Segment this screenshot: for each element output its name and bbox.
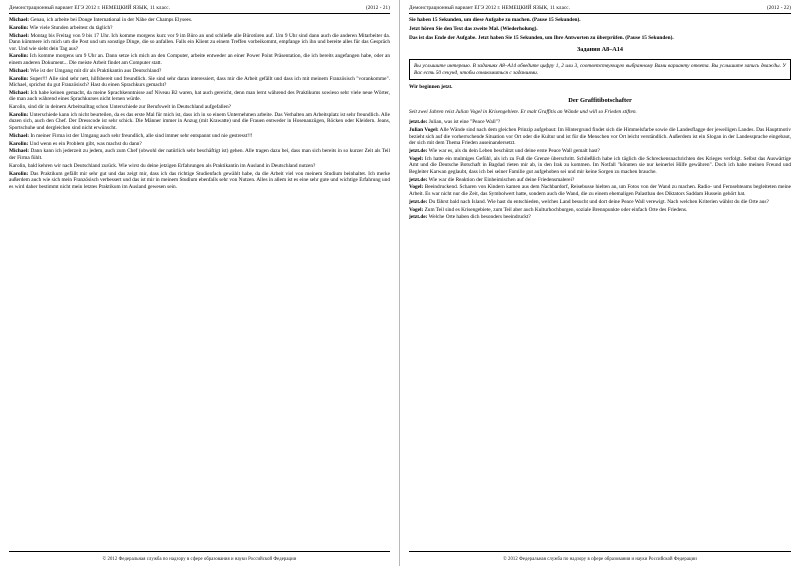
story-title: Der Graffitibotschafter — [568, 96, 632, 104]
speech-text: Ich habe keinen gemacht, da meine Sprachkenntnisse auf Niveau B2 waren, hat auch gereicht, denn man lernt während des Praktikums sowieso sehr viele neue Wörter, die man auch während eines Sprachkurses nicht lernen würde. — [9, 89, 390, 103]
speaker-label: Michael: — [9, 132, 30, 139]
instruction-line: Das ist das Ende der Aufgabe. Jetzt haben Sie 15 Sekunden, um Ihre Antworten zu überprüfen. (Pause 15 Sekunden). — [409, 34, 674, 41]
speaker-label: Michael: — [9, 17, 30, 23]
footer-divider — [9, 551, 390, 552]
dialogue-line — [409, 119, 791, 125]
speech-text: Ich komme morgens um 9 Uhr an. Dann setze ich mich an den Computer, arbeite entweder an einer Power Point Präsentation, die ich bereits angefangen habe, oder an einem anderen Dokument... Die meiste Arbeit findet am Computer statt. — [9, 53, 390, 66]
speaker-label: jetzt.de: — [409, 119, 428, 126]
speaker-label: Karolin: — [9, 112, 29, 119]
speech-text: Wie viele Stunden arbeitest du täglich? — [29, 24, 113, 31]
speaker-label: jetzt.de: — [409, 148, 428, 154]
dialogue-line — [9, 53, 390, 66]
dialogue-line — [9, 76, 390, 89]
page-content-right — [409, 17, 791, 566]
page-footer-right — [400, 557, 800, 562]
speech-text: Wie ist der Umgang mit dir als Praktikantin aus Deutschland? — [30, 67, 162, 74]
page-footer-left — [0, 557, 399, 562]
dialogue-line — [9, 17, 390, 23]
dialogue-line — [9, 112, 390, 131]
dialogue-line — [409, 148, 791, 154]
dialogue-line — [9, 25, 390, 31]
footer-divider — [409, 551, 791, 552]
speech-text: Wie war die Reaktion der Einheimischen auf deine Friedensmalerei? — [428, 176, 575, 183]
instruction-line: Jetzt hören Sie den Text das zweite Mal. (Wiederholung). — [409, 25, 538, 32]
speech-text: Zum Teil sind es Krisengebiete, zum Teil aber auch Kulturhochburgen, soziale Brennpunkte oder einfach Orte des Friedens. — [424, 206, 688, 213]
dialogue-line — [9, 33, 390, 52]
speech-text: In meiner Firma ist der Umgang auch sehr freundlich, alle sind immer sehr entspannt und nie gestresst!!! — [30, 132, 253, 139]
paragraph: Karolin, bald kehren wir nach Deutschland zurück. Wie wirst du deine jetzigen Erfahrungen als Praktikantin im Ausland in Deutschland nutzen? — [9, 162, 316, 169]
footer-copyright: © 2012 Федеральная служба по надзору в сфере образования и науки Российской Федерации — [503, 557, 697, 562]
speech-text: Ich hatte ein mulmiges Gefühl, als ich zu Fuß die Grenze überschritt. Schließlich habe ich täglich die Schreckensnachrichten des Krieges verfolgt. Selbst das Auswärtige Amt und die Deutsche Botschaft in Bagdad rieten mir ab, in den Irak zu kommen. Im Notfall "könnten sie nur keinerlei Hilfe gewähren". Doch ich habe meinen Freund und Begleiter Karwan geglaubt, dass ich bei seiner Familie gut aufgehoben sei und mir keine Sorgen zu machen brauche. — [409, 155, 791, 175]
dialogue-line — [9, 148, 390, 161]
task-heading: Задания A8–A14 — [577, 46, 623, 54]
dialogue-line — [409, 199, 791, 205]
story-subtitle: Seit zwei Jahren reist Julian Vogel in Krisengebiete. Er malt Graffitis an Wände und will so Frieden stiften. — [409, 108, 637, 115]
begin-line: Wir beginnen jetzt. — [409, 84, 453, 91]
speaker-label: jetzt.de: — [409, 176, 428, 183]
speech-text: Wie war es, als du dein Leben beschützt und deine erste Peace Wall gemalt hast? — [428, 148, 600, 154]
speech-text: Das Praktikum gefällt mir sehr gut und das zeigt mir, dass ich das richtige Studienfach gewählt habe, da die Arbeit viel von meinem Studium beinhaltet. Ich merke außerdem auch wie sich mein Französisch verbessert und das ist mir in meinem Studium ebenfalls sehr von Nutzen. Alles in allem ist es eine sehr gute und wichtige Erfahrung und es wird daher bestimmt nicht mein letztes Praktikum im Ausland gewesen sein. — [9, 170, 390, 190]
speaker-label: Michael: — [9, 67, 30, 74]
speech-text: Alle Wände sind nach dem gleichen Prinzip aufgebaut: Im Hintergrund findet sich die Himmelsfarbe sowie die Landesflagge der jeweiligen Landes. Das Hauptmotiv bezieht sich auf die vorherrschende Situation vor Ort oder die Kultur und ist für die Menschen vor Ort leicht verständlich. Außerdem ist ein Slogan in der Landessprache eingebaut, der sich mit dem Thema Frieden auseinandersetzt. — [409, 127, 791, 147]
speaker-label: Michael: — [9, 32, 30, 39]
page-right — [400, 0, 800, 566]
page-content-left — [9, 17, 390, 566]
speech-text: Welche Orte haben dich besonders beeindruckt? — [428, 214, 531, 221]
speech-text: Du fährst bald nach Island. Wie hast du entschieden, welches Land besucht und dort deine Peace Wall verewigt. Nach welchen Kriterien wählst du die Orte aus? — [428, 198, 769, 205]
header-title: Демонстрационный вариант ЕГЭ 2012 г. НЕМЕЦКИЙ ЯЗЫК, 11 класс. — [9, 5, 171, 11]
speaker-label: Karolin: — [9, 170, 29, 177]
dialogue-line — [9, 141, 390, 147]
speaker-label: jetzt.de: — [409, 214, 428, 221]
paragraph: Karolin, sind dir in deinem Arbeitsalltag schon Unterschiede zur Berufswelt in Deutschland aufgefallen? — [9, 104, 231, 111]
dialogue-line — [9, 90, 390, 103]
speaker-label: Vogel: — [409, 155, 424, 162]
page-header-left — [9, 5, 390, 14]
speech-text: Julian, was ist eine "Peace Wall"? — [428, 119, 501, 126]
speaker-label: Julian Vogel: — [409, 127, 439, 134]
footer-copyright: © 2012 Федеральная служба по надзору в сфере образования и науки Российской Федерации — [102, 557, 297, 562]
speaker-label: Karolin: — [9, 24, 29, 31]
speaker-label: Vogel: — [409, 206, 424, 213]
speech-text: Und wenn es ein Problem gibt, was machst du dann? — [29, 140, 142, 147]
speaker-label: Michael: — [9, 148, 30, 155]
instruction-line: Sie haben 15 Sekunden, um diese Aufgabe zu machen. (Pause 15 Sekunden). — [409, 17, 581, 23]
page-header-right — [409, 5, 791, 14]
speaker-label: Michael: — [9, 89, 30, 96]
speaker-label: jetzt.de: — [409, 198, 428, 205]
dialogue-line — [9, 171, 390, 190]
dialogue-line — [409, 127, 791, 146]
boxed-instruction: Вы услышите интервью. В заданиях A8–A14 обведите цифру 1, 2 или 3, соответствующую выбранному Вами варианту ответа. Вы услышите запись дважды. У Вас есть 50 секунд, чтобы ознакомиться с заданиями. — [409, 59, 791, 81]
speaker-label: Karolin: — [9, 140, 29, 147]
header-page-number: (2012 - 22) — [766, 5, 791, 11]
speaker-label: Karolin: — [9, 75, 29, 82]
speech-text: Beeindruckend. Scharen von Kindern kamen aus dem Nachbardorf, Reisebusse hielten an, um Fotos von der Wand zu machen. Radio- und Fernsehteams begleiteten meine Arbeit. Es war nicht nur die Zeit, das Symbolwert hatte, sondern auch die Wand, die zu einem ehemaligen Palastbau des Diktators Saddam Hussein gehört hat. — [409, 184, 791, 197]
speech-text: Unterschiede kann ich nicht beurteilen, da es das erste Mal für mich ist, dass ich in so einem Unternehmen arbeite. Das Verhalten am Arbeitsplatz ist sehr freundlich. Alle duzen sich, auch den Chef. Der Dresscode ist sehr schick. Die Männer immer in Anzug (mit Krawatte) und die Frauen entweder in Hosenanzügen, Röcken oder Kleidern. Jeans, Sportschuhe und dergleichen sind nicht erwünscht. — [9, 112, 390, 131]
header-page-number: (2012 - 21) — [365, 5, 390, 11]
dialogue-line — [409, 156, 791, 175]
dialogue-line — [9, 133, 390, 139]
dialogue-line — [9, 68, 390, 74]
dialogue-line — [409, 214, 791, 220]
dialogue-line — [409, 207, 791, 213]
dialogue-line — [409, 177, 791, 183]
dialogue-line — [409, 184, 791, 197]
speech-text: Montag bis Freitag von 9 bis 17 Uhr. Ich komme morgens kurz vor 9 im Büro an und schließe alle Bürotüren auf. Um 9 Uhr sind dann auch die anderen Mitarbeiter da. Dann kümmere ich mich um die Post und um sonstige Dinge, die so anfallen. Falls ein Klient zu einem Treffen vorbeikommt, empfange ich ihn und bereite alles für das Gespräch vor. Und wie sieht dein Tag aus? — [9, 32, 390, 52]
speaker-label: Karolin: — [9, 53, 29, 60]
speech-text: Super!!! Alle sind sehr nett, hilfsbereit und freundlich. Sie sind sehr daran interessiert, dass mir die Arbeit gefällt und dass ich mit meinem Französisch "vorankomme". Michael, sprichst du gut Französisch? Hast du einen Sprachkurs gemacht? — [9, 75, 390, 89]
speech-text: Dann kann ich jederzeit zu jedem, auch zum Chef (obwohl der natürlich sehr beschäftigt ist) gehen. Alle tragen dazu bei, dass man sich bereits in so kurzer Zeit als Teil der Firma fühlt. — [9, 148, 390, 161]
speech-text: Genau, ich arbeite bei Douge International in der Nähe der Champs Elysees. — [30, 17, 193, 23]
header-title: Демонстрационный вариант ЕГЭ 2012 г. НЕМЕЦКИЙ ЯЗЫК, 11 класс. — [409, 5, 571, 11]
speaker-label: Vogel: — [409, 184, 424, 191]
